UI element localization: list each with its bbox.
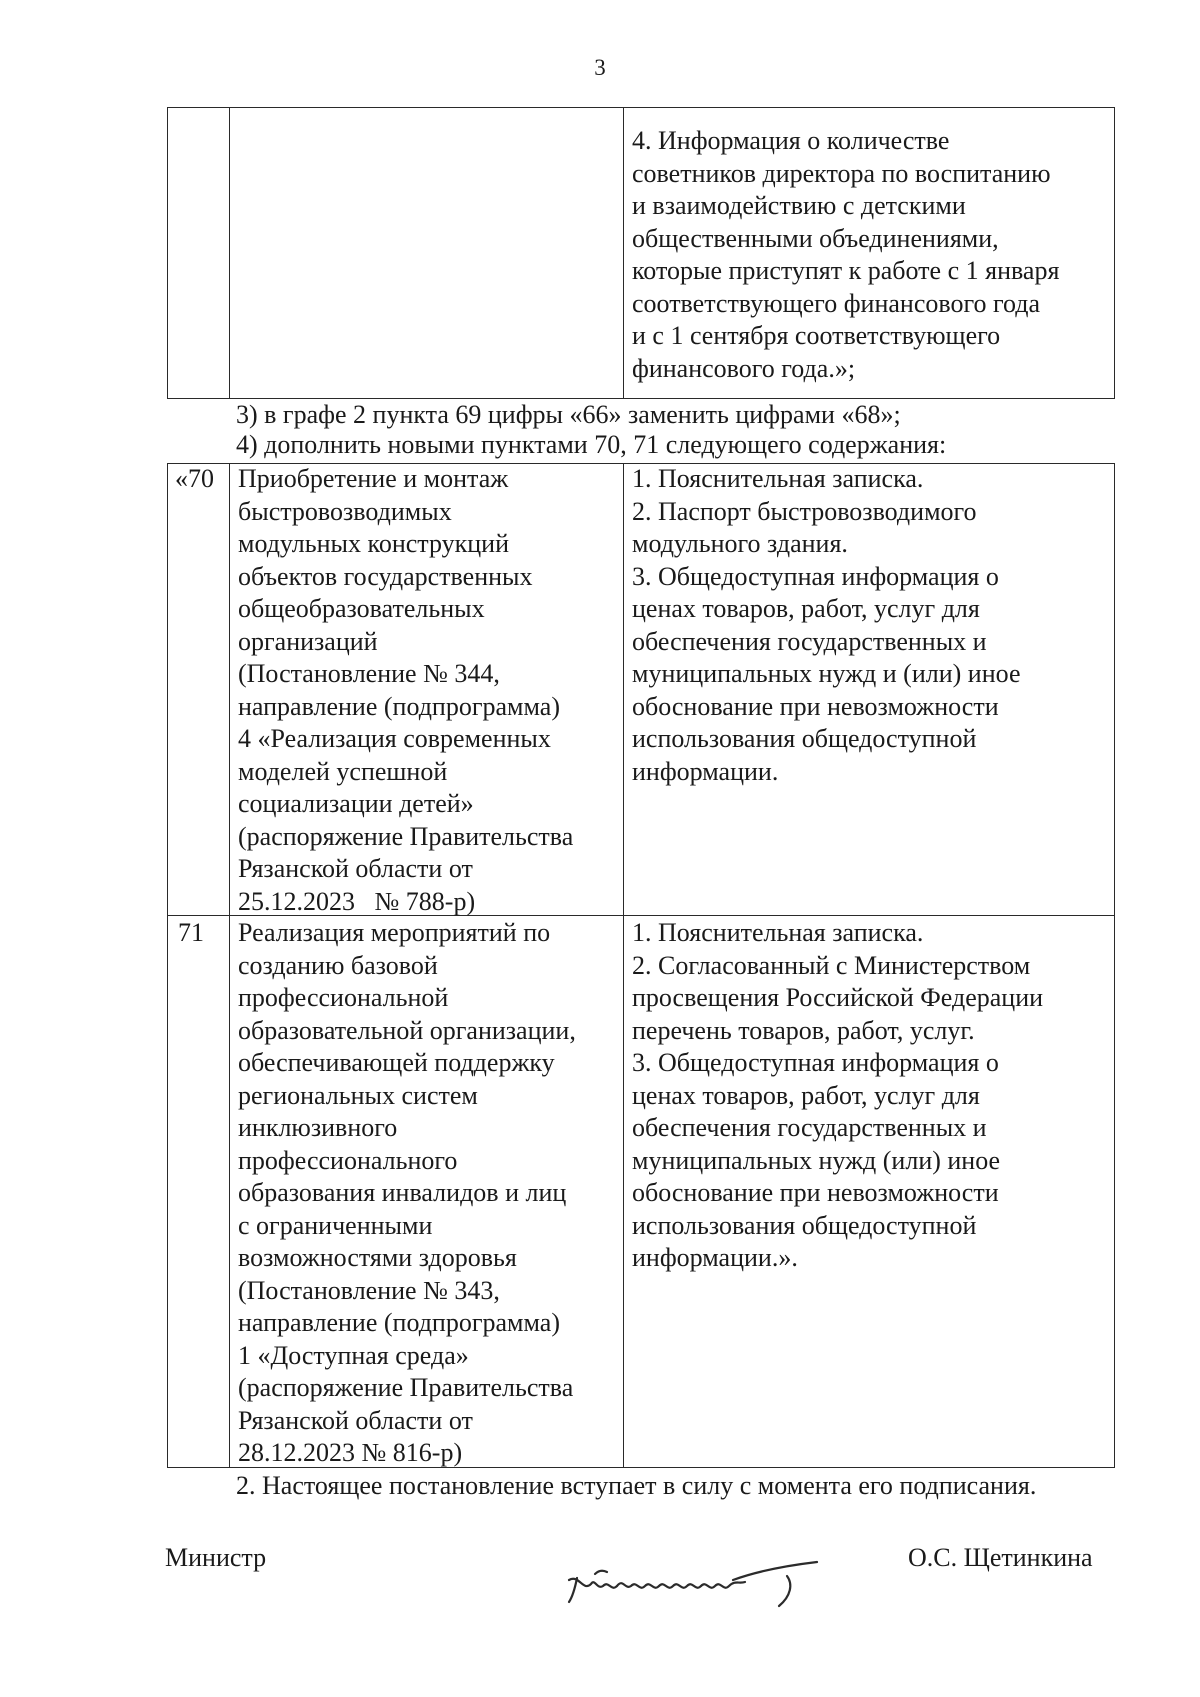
text-line: общественными объединениями, xyxy=(632,223,999,253)
text-line: (Постановление № 343, xyxy=(238,1275,500,1305)
text-line: 2. Паспорт быстровозводимого xyxy=(632,496,977,526)
text-line: 3. Общедоступная информация о xyxy=(632,1048,999,1077)
text-line: образовательной организации, xyxy=(238,1015,576,1045)
table-line xyxy=(623,463,624,1468)
page-number: 3 xyxy=(594,55,606,80)
text-line: советников директора по воспитанию xyxy=(632,158,1051,188)
table-line xyxy=(167,463,168,1468)
row-number xyxy=(175,463,214,496)
text-line: объектов государственных xyxy=(238,561,533,591)
text-line: (распоряжение Правительства xyxy=(238,821,574,851)
table-line xyxy=(1114,463,1115,1468)
text-line: быстровозводимых xyxy=(238,496,452,526)
text-line: использования общедоступной xyxy=(632,724,977,753)
text-line: перечень товаров, работ, услуг. xyxy=(632,1015,975,1045)
text-line: информации. xyxy=(632,756,779,786)
text-line: «70 xyxy=(175,464,214,493)
text-line: 4. Информация о количестве xyxy=(632,126,950,155)
table-line xyxy=(229,463,230,1468)
table-line xyxy=(623,107,624,399)
text-line: соответствующего финансового года xyxy=(632,288,1041,318)
text-line: (распоряжение Правительства xyxy=(238,1373,574,1402)
table-line xyxy=(167,107,168,399)
text-line: 1. Пояснительная записка. xyxy=(632,918,924,947)
text-line: профессиональной xyxy=(238,983,449,1012)
text-line: региональных систем xyxy=(238,1080,478,1110)
text-line: модульных конструкций xyxy=(238,529,509,558)
text-line: ценах товаров, работ, услуг для xyxy=(632,1080,980,1110)
text-line: 1 «Доступная среда» xyxy=(238,1340,469,1370)
text-line: 25.12.2023 № 788-р) xyxy=(238,886,476,916)
row-description xyxy=(238,917,576,1470)
text-line: (Постановление № 344, xyxy=(238,659,500,688)
text-line: организаций xyxy=(238,626,378,656)
text-line: обеспечения государственных и xyxy=(632,1113,987,1142)
text-line: возможностями здоровья xyxy=(238,1243,517,1272)
text-line: профессионального xyxy=(238,1145,458,1175)
text-line: обеспечивающей поддержку xyxy=(238,1048,555,1077)
text-line: обеспечения государственных и xyxy=(632,626,987,656)
table-line xyxy=(229,107,230,399)
text-line: муниципальных нужд (или) иное xyxy=(632,1145,1001,1175)
text-line: социализации детей» xyxy=(238,789,474,818)
top-table-col3-text xyxy=(632,125,1059,385)
text-line: направление (подпрограмма) xyxy=(238,691,560,721)
text-line: ценах товаров, работ, услуг для xyxy=(632,594,980,623)
text-line: 1. Пояснительная записка. xyxy=(632,464,924,493)
text-line: модульного здания. xyxy=(632,529,848,558)
text-line: Рязанской области от xyxy=(238,854,473,883)
text-line: моделей успешной xyxy=(238,756,448,786)
text-line: просвещения Российской Федерации xyxy=(632,983,1044,1012)
table-line xyxy=(1114,107,1115,399)
table-line xyxy=(167,107,1114,108)
text-line: информации.». xyxy=(632,1243,798,1272)
signatory-title: Министр xyxy=(165,1543,267,1572)
final-paragraph: 2. Настоящее постановление вступает в силу с момента его подписания. xyxy=(236,1471,1037,1500)
handwritten-signature xyxy=(555,1540,855,1610)
paragraph-item-4: 4) дополнить новыми пунктами 70, 71 следующего содержания: xyxy=(236,430,947,459)
text-line: направление (подпрограмма) xyxy=(238,1308,560,1337)
text-line: обоснование при невозможности xyxy=(632,691,999,721)
text-line: 71 xyxy=(178,918,204,947)
text-line: 4 «Реализация современных xyxy=(238,724,551,753)
text-line: и с 1 сентября соответствующего xyxy=(632,321,1001,350)
text-line: использования общедоступной xyxy=(632,1210,977,1240)
row-documents xyxy=(632,917,1043,1275)
text-line: и взаимодействию с детскими xyxy=(632,191,966,220)
text-line: инклюзивного xyxy=(238,1113,398,1142)
text-line: с ограниченными xyxy=(238,1210,433,1240)
text-line: 2. Согласованный с Министерством xyxy=(632,950,1031,980)
row-documents xyxy=(632,463,1021,788)
text-line: образования инвалидов и лиц xyxy=(238,1178,567,1207)
text-line: финансового года.»; xyxy=(632,353,856,383)
text-line: созданию базовой xyxy=(238,950,438,980)
text-line: общеобразовательных xyxy=(238,594,485,623)
text-line: обоснование при невозможности xyxy=(632,1178,999,1207)
text-line: муниципальных нужд и (или) иное xyxy=(632,659,1021,688)
signatory-name: О.С. Щетинкина xyxy=(908,1543,1093,1572)
text-line: Приобретение и монтаж xyxy=(238,464,509,493)
text-line: Рязанской области от xyxy=(238,1405,473,1435)
row-number xyxy=(178,917,204,950)
paragraph-item-3: 3) в графе 2 пункта 69 цифры «66» заменить цифрами «68»; xyxy=(236,400,901,429)
row-description xyxy=(238,463,573,918)
text-line: Реализация мероприятий по xyxy=(238,918,551,947)
text-line: которые приступят к работе с 1 января xyxy=(632,256,1060,285)
text-line: 28.12.2023 № 816-р) xyxy=(238,1438,463,1467)
text-line: 3. Общедоступная информация о xyxy=(632,561,999,591)
